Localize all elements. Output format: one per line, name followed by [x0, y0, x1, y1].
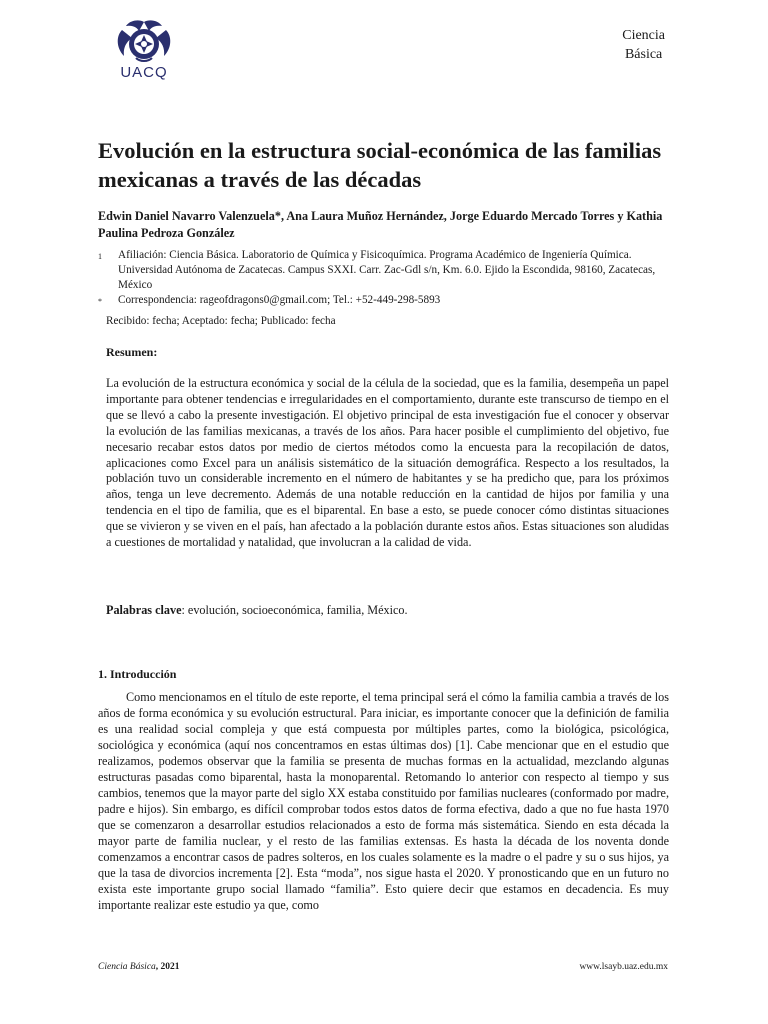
- correspondence-item: [98, 293, 678, 309]
- journal-name-line2: Básica: [624, 47, 663, 62]
- footer-journal-name: Ciencia Básica: [98, 962, 156, 972]
- journal-name-line1: Ciencia: [622, 28, 665, 43]
- footer-journal: [98, 962, 180, 972]
- eagle-emblem-icon: [112, 18, 176, 64]
- correspondence-text: Correspondencia: rageofdragons0@gmail.com; Tel.: +52-449-298-5893: [118, 294, 441, 306]
- keywords-label: Palabras clave: [106, 603, 182, 617]
- introduction-heading: 1. Introducción: [98, 667, 177, 681]
- author-list: Edwin Daniel Navarro Valenzuela*, Ana Laura Muñoz Hernández, Jorge Eduardo Mercado Torres y Kathia Paulina Pedroza González: [98, 209, 663, 240]
- keywords: [106, 603, 669, 618]
- footer-year: , 2021: [155, 962, 180, 972]
- logo-text: UACQ: [120, 64, 168, 81]
- journal-name: [622, 26, 665, 64]
- received-dates: Recibido: fecha; Aceptado: fecha; Publicado: fecha: [106, 315, 336, 327]
- affiliation-item: [98, 248, 678, 293]
- affiliations: [98, 248, 678, 309]
- abstract-heading: Resumen:: [106, 345, 158, 359]
- footer-url[interactable]: www.lsayb.uaz.edu.mx: [579, 962, 668, 972]
- introduction-text: Como mencionamos en el título de este reporte, el tema principal será el cómo la familia cambia a través de los años de forma económica y su evolución estructural. Para iniciar, es importante conocer que la definición de familia es una realidad social compleja y que está compuesta por múltiples partes, como la biológica, psicológica, sociológica y económica (aquí nos concentramos en estas últimas dos) [1]. Cabe mencionar que en el estudio que realizamos, podemos observar que la familia se presenta de muchas formas en la actualidad, mezclando algunas estructuras pasadas como biparental, hasta la monoparental. Retomando lo anterior con respecto al tiempo y sus cambios, tenemos que la mayor parte del siglo XX estaba constituido por familias nucleares (conformado por madre, padre e hijos). Sin embargo, es difícil comprobar todos estos datos de forma efectiva, dado a que no fue hasta 1970 que se comenzaron a desarrollar estudios relacionados a esto de forma más sistemática. Siendo en esta década la mayor parte de familia nuclear, y el resto de las familias extensas. Es hasta la década de los noventa donde comenzamos a encontrar casos de padres solteros, en los cuales solamente es la madre o el padre y su o sus hijos, ya que la tasa de divorcios incrementa [2]. Esta “moda”, nos sigue hasta el 2020. Y pronosticando que en un futuro no exista este importante grupo social llamado “familia”. Esto quiere decir que estamos en decadencia. Es muy importante realizar este estudio ya que, como: [98, 690, 669, 912]
- paper-title: Evolución en la estructura social-económica de las familias mexicanas a través de las décadas: [98, 138, 662, 192]
- correspondence-mark: *: [98, 297, 102, 306]
- keywords-text: : evolución, socioeconómica, familia, México.: [181, 603, 408, 617]
- uacq-logo: [112, 18, 176, 84]
- affiliation-mark: 1: [98, 252, 102, 261]
- abstract-text: La evolución de la estructura económica y social de la célula de la sociedad, que es la familia, desempeña un papel importante para obtener tendencias e irregularidades en el comportamiento, durante este transcurso de tiempo en el que se llevó a cabo la presente investigación. El objetivo principal de esta investigación fue el conocer y observar la evolución de las familias mexicanas, a través de los años. Para hacer posible el cumplimiento del objetivo, fue necesario recabar estos datos por medio de ciertos métodos como la encuesta para la recopilación de datos, aplicaciones como Excel para un análisis sistemático de la situación demográfica. Respecto a los resultados, la población tuvo un considerable incremento en el número de habitantes y se ha predicho que, para los próximos años, tenga un leve decremento. Además de una notable reducción en la cantidad de hijos por familia y una tendencia en el tipo de familia, que es el biparental. En base a esto, se puede conocer cómo distintas situaciones que se vivieron y se viven en el país, han afectado a la población durante estos años. Estas situaciones son aludidas a cuestiones de mortalidad y natalidad, que involucran a la calidad de vida.: [106, 376, 669, 550]
- affiliation-text: Afiliación: Ciencia Básica. Laboratorio de Química y Fisicoquímica. Programa Académico de Ingeniería Química. Universidad Autónoma de Zacatecas. Campus SXXI. Carr. Zac-Gdl s/n, Km. 6.0. Ejido la Escondida, 98160, Zacatecas, México: [118, 249, 656, 291]
